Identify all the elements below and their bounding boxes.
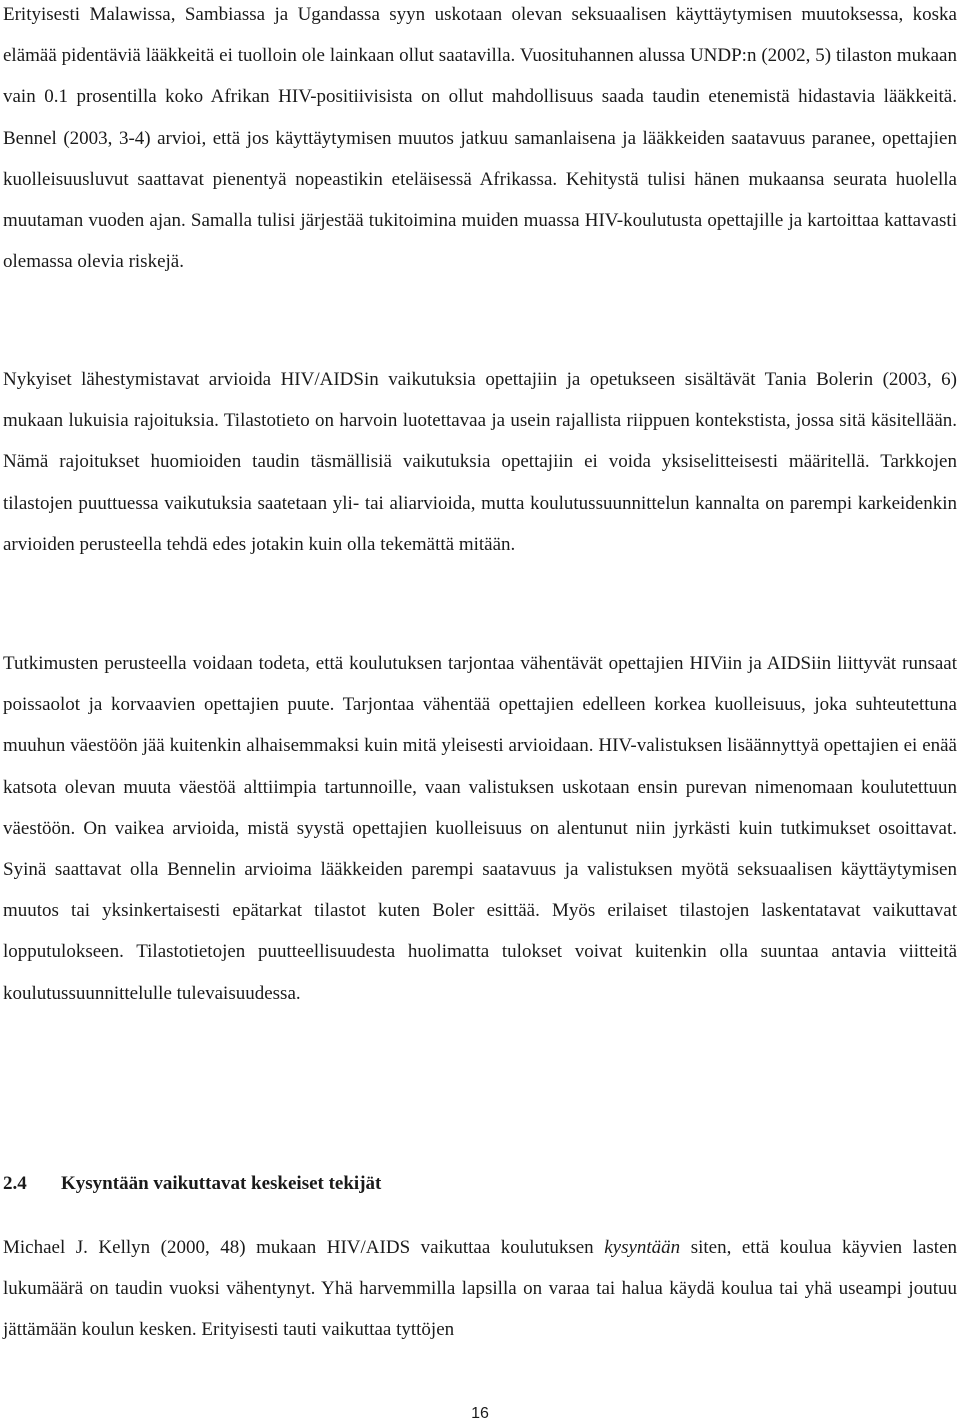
section-heading [3, 1168, 381, 1200]
section-title: Kysyntään vaikuttavat keskeiset tekijät [61, 1173, 382, 1194]
paragraph-current-approaches: Nykyiset lähestymistavat arvioida HIV/AIDSin vaikutuksia opettajiin ja opetukseen sisältävät Tania Bolerin (2003, 6) mukaan lukuisia rajoituksia. Tilastotieto on harvoin luotettavaa ja usein rajallista riippuen kontekstista, jossa sitä käsitellään. Nämä rajoitukset huomioiden taudin täsmällisiä vaikutuksia opettajiin ei voida yksiselitteisesti määritellä. Tarkkojen tilastojen puuttuessa vaikutuksia saatetaan yli- tai aliarvioida, mutta koulutussuunnittelun kannalta on parempi karkeidenkin arvioiden perusteella tehdä edes jotakin kuin olla tekemättä mitään. [3, 369, 957, 555]
section-number: 2.4 [3, 1173, 27, 1194]
emphasized-term: kysyntään [604, 1237, 681, 1258]
paragraph-research-findings: Tutkimusten perusteella voidaan todeta, että koulutuksen tarjontaa vähentävät opettajien HIViin ja AIDSiin liittyvät runsaat poissaolot ja korvaavien opettajien puute. Tarjontaa vähentää opettajien edelleen korkea kuolleisuus, joka suhteutettuna muuhun väestöön jää kuitenkin alhaisemmaksi kuin mitä yleisesti arvioidaan. HIV-valistuksen lisäännyttyä opettajien ei enää katsota olevan muuta väestöä alttiimpia tartunnoille, vaan valistuksen uskotaan ensin purevan nimenomaan koulutettuun väestöön. On vaikea arvioida, mistä syystä opettajien kuolleisuus on alentunut niin jyrkästi kuin tutkimukset osoittavat. Syinä saattavat olla Bennelin arvioima lääkkeiden parempi saatavuus ja valistuksen myötä seksuaalisen käyttäytymisen muutos tai yksinkertaisesti epätarkat tilastot kuten Boler esittää. Myös erilaiset tilastojen laskentatavat vaikuttavat lopputulokseen. Tilastotietojen puutteellisuudesta huolimatta tulokset voivat kuitenkin olla suuntaa antavia viitteitä koulutussuunnittelulle tulevaisuudessa. [3, 653, 957, 1004]
paragraph-kelly-demand [3, 1227, 957, 1351]
paragraph-text-end: siten, että koulua käyvien lasten lukumäärä on taudin vuoksi vähentynyt. Yhä harvemmilla lapsilla on varaa tai halua käydä koulua tai yhä useampi joutuu jättämään koulun kesken. Erityisesti tauti vaikuttaa tyttöjen [3, 1237, 957, 1341]
page-number: 16 [471, 1405, 489, 1422]
paragraph-text-start: Michael J. Kellyn (2000, 48) mukaan HIV/AIDS vaikuttaa koulutuksen [3, 1237, 605, 1258]
paragraph-malawi-sambia-uganda: Erityisesti Malawissa, Sambiassa ja Ugandassa syyn uskotaan olevan seksuaalisen käyttäytymisen muutoksessa, koska elämää pidentäviä lääkkeitä ei tuolloin ole lainkaan ollut saatavilla. Vuosituhannen alussa UNDP:n (2002, 5) tilaston mukaan vain 0.1 prosentilla koko Afrikan HIV-positiivisista on ollut mahdollisuus saada taudin etenemistä hidastavia lääkkeitä. Bennel (2003, 3-4) arvioi, että jos käyttäytymisen muutos jatkuu samanlaisena ja lääkkeiden saatavuus paranee, opettajien kuolleisuusluvut saattavat pienentyä nopeastikin eteläisessä Afrikassa. Kehitystä tulisi hänen mukaansa seurata huolella muutaman vuoden ajan. Samalla tulisi järjestää tukitoimina muiden muassa HIV-koulutusta opettajille ja kartoittaa kattavasti olemassa olevia riskejä. [3, 4, 957, 273]
